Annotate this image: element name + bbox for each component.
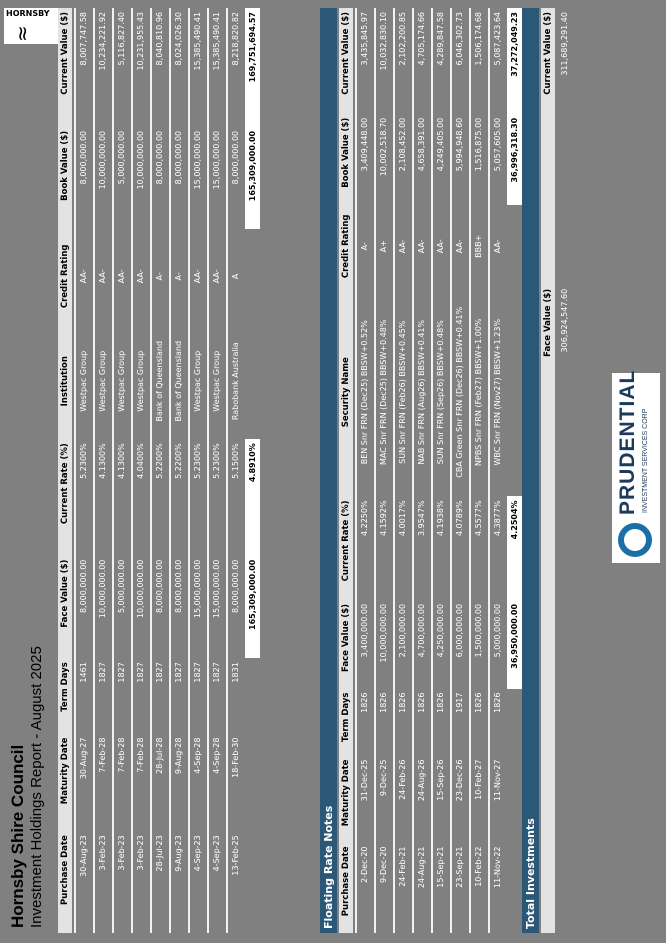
term-deposits-table (56, 8, 262, 933)
section-title-total: Total Investments (522, 8, 539, 933)
prudential-logo: PRUDENTIAL INVESTMENT SERVICES CORP (612, 373, 660, 563)
table-row: 24-Feb-21 24-Feb-26 1826 2,100,000.00 4.0017% SUN Snr FRN (Feb26) BBSW+0.45% AA- 2,108,452.00 2,102,200.85 (393, 8, 410, 933)
table-row: 24-Aug-21 24-Aug-26 1826 4,700,000.00 3.9547% NAB Snr FRN (Aug26) BBSW+0.41% AA- 4,658,391.00 4,705,174.66 (412, 8, 429, 933)
col-face-value: Face Value ($) (541, 285, 555, 517)
col-current-value: Current Value ($) (541, 8, 555, 285)
column-header: Term Days (339, 689, 353, 756)
totals-row: 165,309,000.00 4.8910% 165,309,000.00 169,751,694.57 (245, 8, 260, 933)
table-row: 11-Nov-22 11-Nov-27 1826 5,000,000.00 4.3877% WBC Snr FRN (Nov27) BBSW+1.23% AA- 5,057,605.00 5,087,423.64 (488, 8, 505, 933)
table-row: 23-Sep-21 23-Dec-26 1917 6,000,000.00 4.0789% CBA Green Snr FRN (Dec26) BBSW+0.41% AA- 5,994,948.60 6,046,302.73 (450, 8, 467, 933)
table-row: 3-Feb-23 7-Feb-28 1827 10,000,000.00 4.1300% Westpac Group AA- 10,000,000.00 10,234,221.92 (93, 8, 110, 933)
table-row: 13-Feb-25 18-Feb-30 1831 8,000,000.00 5.1500% Rabobank Australia A 8,000,000.00 8,218,820.82 (226, 8, 243, 933)
column-header: Face Value ($) (58, 556, 72, 659)
column-header: Maturity Date (339, 756, 353, 843)
table-row: 2-Dec-20 31-Dec-25 1826 3,400,000.00 4.2250% BEN Snr FRN (Dec25) BBSW+0.52% A- 3,409,448.00 3,435,845.97 (355, 8, 372, 933)
total-current-value: 311,689,291.40 (560, 12, 569, 76)
report-subtitle: Investment Holdings Report - August 2025 (28, 646, 45, 928)
table-row: 9-Dec-20 9-Dec-25 1826 10,000,000.00 4.1592% MAC Snr FRN (Dec25) BBSW+0.48% A+ 10,002,518.70 10,032,830.10 (374, 8, 391, 933)
column-header: Credit Rating (339, 205, 353, 288)
table-row: 10-Feb-22 10-Feb-27 1826 1,500,000.00 4.5577% NPBS Snr FRN (Feb27) BBSW+1.00% BBB+ 1,516,875.00 1,506,174.68 (469, 8, 486, 933)
column-header: Purchase Date (339, 842, 353, 933)
column-header: Book Value ($) (339, 114, 353, 205)
table-row: 28-Jul-23 28-Jul-28 1827 8,000,000.00 5.2200% Bank of Queensland A- 8,000,000.00 8,040,810.96 (150, 8, 167, 933)
column-header: Current Rate (%) (58, 439, 72, 555)
column-header: Purchase Date (58, 831, 72, 933)
column-header: Credit Rating (58, 229, 72, 323)
column-header: Current Value ($) (58, 8, 72, 127)
table-row: 3-Feb-23 7-Feb-28 1827 10,000,000.00 4.0400% Westpac Group AA- 10,000,000.00 10,231,955.43 (131, 8, 148, 933)
column-header: Face Value ($) (339, 600, 353, 689)
table-row: 9-Aug-23 9-Aug-28 1827 8,000,000.00 5.2200% Bank of Queensland A- 8,000,000.00 8,024,026.30 (169, 8, 186, 933)
report-title: Hornsby Shire Council (8, 744, 27, 928)
floating-rate-notes-table (318, 8, 524, 933)
column-header: Current Value ($) (339, 8, 353, 114)
prudential-ring-icon (618, 523, 652, 557)
column-header: Term Days (58, 658, 72, 733)
table-row: 4-Sep-23 4-Sep-28 1827 15,000,000.00 5.2300% Westpac Group AA- 15,000,000.00 15,385,490.41 (188, 8, 205, 933)
column-header: Institution (58, 323, 72, 439)
column-header: Current Rate (%) (339, 496, 353, 600)
table-row: 30-Aug-23 30-Aug-27 1461 8,000,000.00 5.2300% Westpac Group AA- 8,000,000.00 8,007,747.58 (74, 8, 91, 933)
column-header: Maturity Date (58, 734, 72, 832)
hornsby-logo: ≈ HORNSBY (4, 8, 64, 44)
section-title-frn: Floating Rate Notes (320, 8, 337, 933)
table-row: 4-Sep-23 4-Sep-28 1827 15,000,000.00 5.2300% Westpac Group AA- 15,000,000.00 15,385,490.41 (207, 8, 224, 933)
column-header: Book Value ($) (58, 127, 72, 230)
total-face-value: 306,924,547.60 (560, 288, 569, 353)
total-investments-table (520, 8, 574, 933)
totals-row: 36,950,000.00 4.2504% 36,996,318.30 37,272,049.23 (507, 8, 522, 933)
table-row: 15-Sep-21 15-Sep-26 1826 4,250,000.00 4.1938% SUN Snr FRN (Sep26) BBSW+0.48% AA- 4,249,405.00 4,289,847.58 (431, 8, 448, 933)
column-header: Security Name (339, 288, 353, 496)
table-row: 3-Feb-23 7-Feb-28 1827 5,000,000.00 4.1300% Westpac Group AA- 5,000,000.00 5,116,827.40 (112, 8, 129, 933)
hornsby-emblem-icon: ≈ (10, 25, 34, 42)
